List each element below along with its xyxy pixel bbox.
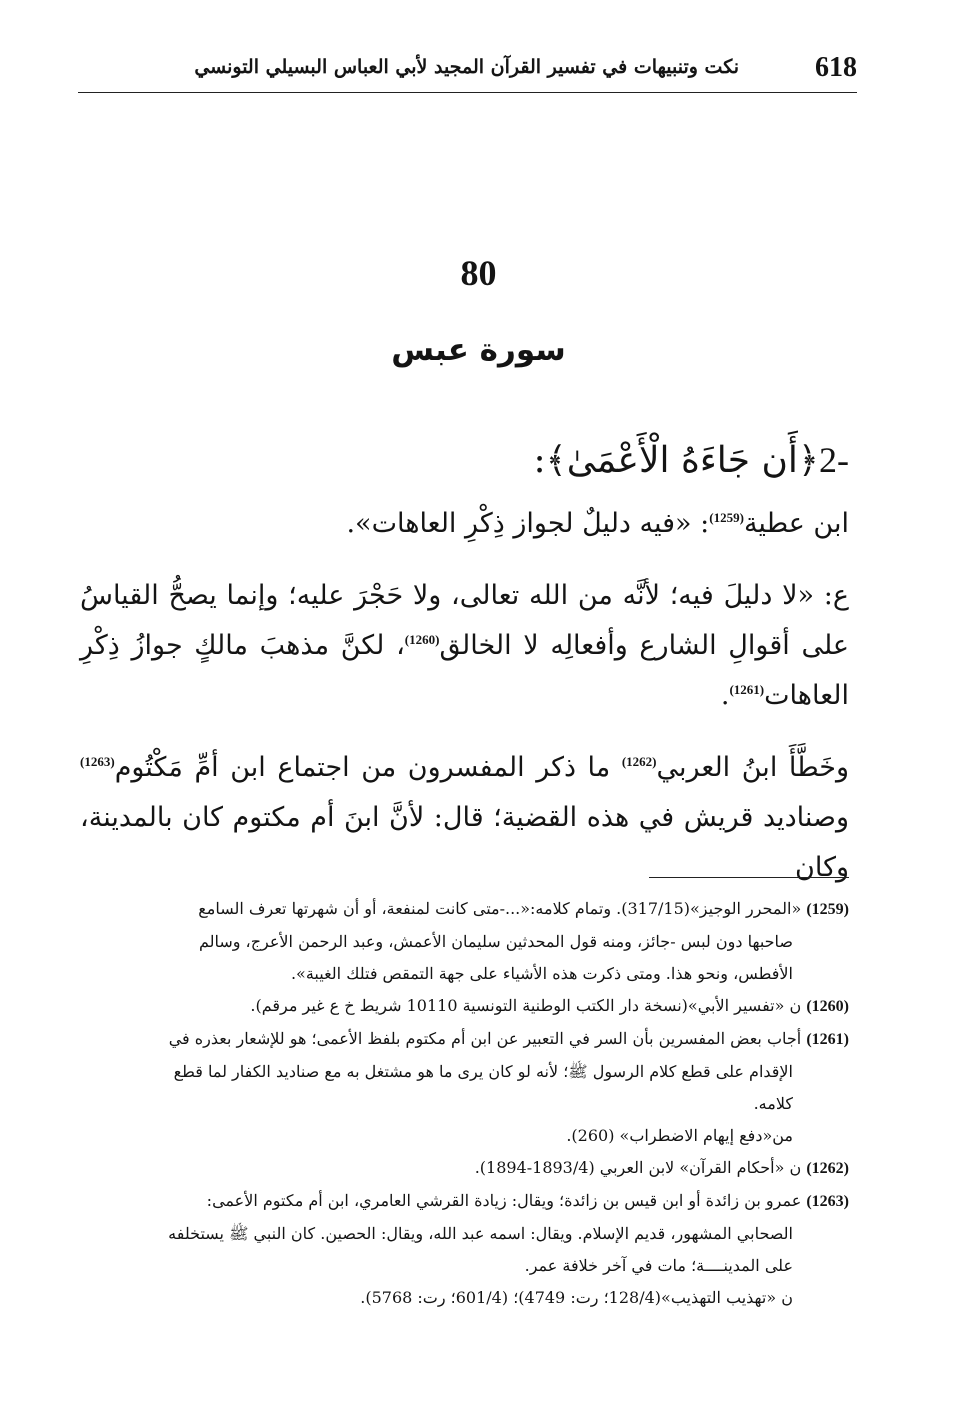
footnote-text: ن «أحكام القرآن» لابن العربي (1893/4-1894). xyxy=(474,1158,802,1177)
footnote-ref[interactable]: (1259) xyxy=(709,510,744,525)
page-number: 618 xyxy=(815,52,857,83)
paragraph-text: ابن عطية xyxy=(743,508,849,539)
verse-heading xyxy=(80,430,849,491)
footnote-1259 xyxy=(78,893,849,926)
footnote-1262 xyxy=(78,1152,849,1185)
footnote-ref[interactable]: (1263) xyxy=(80,754,115,769)
footnote-ref[interactable]: (1260) xyxy=(404,632,440,647)
footnote-1263 xyxy=(78,1185,849,1218)
footnote-1260 xyxy=(78,990,849,1023)
footnote-text: ن «تفسير الأبي»(نسخة دار الكتب الوطنية التونسية 10110 شريط خ ع غير مرقم). xyxy=(250,996,802,1015)
verse-number: -2 xyxy=(819,440,849,480)
footnote-number: (1259) xyxy=(806,901,849,918)
main-text xyxy=(80,430,849,893)
footnote-text: أجاب بعض المفسرين بأن السر في التعبير عن ابن أم مكتوم بلفظ الأعمى؛ هو للإشعار بعذره في xyxy=(168,1029,802,1048)
paragraph-text: ، لكنَّ مذهبَ مالكٍ جوازُ ذِكْرِ العاهات xyxy=(80,630,849,711)
running-title: نكت وتنبيهات في تفسير القرآن المجيد لأبي العباس البسيلي التونسي xyxy=(194,56,739,78)
paragraph-text: ع: «لا دليلَ فيه؛ لأنَّه من الله تعالى، ولا حَجْرَ عليه؛ وإنما يصحُّ القياسُ على أقوالِ الشارع وأفعالِه لا الخالق xyxy=(80,580,850,661)
page-header xyxy=(78,52,857,92)
footnote-separator xyxy=(649,877,849,878)
paragraph-text: ما ذكر المفسرون من اجتماع ابن أمِّ مَكْتُوم xyxy=(114,752,622,783)
paragraph-text: . xyxy=(720,680,730,711)
footnote-number: (1260) xyxy=(806,998,849,1015)
footnote-line: ن «تهذيب التهذيب»(128/4؛ رت: 4749)؛ (601/4؛ رت: 5768). xyxy=(360,1288,793,1307)
footnote-ref[interactable]: (1261) xyxy=(729,682,765,697)
paragraph-ain xyxy=(80,571,849,721)
surah-number: 80 xyxy=(460,253,497,293)
footnote-line: الإقدام على قطع كلام الرسول ﷺ؛ لأنه لو كان يرى ما هو مشتغل به مع صناديد الكفار لما قطع xyxy=(173,1062,793,1081)
footnote-number: (1261) xyxy=(806,1031,849,1048)
footnote-line: الصحابي المشهور، قديم الإسلام. ويقال: اسمه عبد الله، ويقال: الحصين. كان النبي ﷺ يستخلفه xyxy=(168,1224,793,1243)
verse-text: ﴿أَن جَاءَهُ الْأَعْمَىٰ﴾: xyxy=(533,440,819,481)
footnote-text: عمرو بن زائدة أو ابن قيس بن زائدة؛ ويقال: زيادة القرشي العامري، ابن أم مكتوم الأعمى: xyxy=(206,1191,802,1210)
paragraph-text: : «فيه دليلٌ لجواز ذِكْرِ العاهات». xyxy=(346,508,710,539)
footnote-text: «المحرر الوجيز»(317/15). وتمام كلامه:«...-متى كانت لمنفعة، أو أن شهرتها تعرف السامع xyxy=(198,899,802,918)
footnote-number: (1262) xyxy=(806,1160,849,1177)
footnote-ref[interactable]: (1262) xyxy=(621,754,657,769)
footnote-1261 xyxy=(78,1023,849,1056)
footnote-number: (1263) xyxy=(806,1193,849,1210)
footnote-line: من«دفع إيهام الاضطراب» (260). xyxy=(566,1126,793,1145)
paragraph-ibn-arabi xyxy=(80,743,849,893)
paragraph-ibn-atiyya xyxy=(80,499,849,549)
footnote-line: الأفطس، ونحو هذا. ومتى ذكرت هذه الأشياء على جهة التمقص فتلك الغيبة». xyxy=(290,964,793,983)
footnote-line: على المدينــــة؛ مات في آخر خلافة عمر. xyxy=(524,1256,793,1275)
paragraph-text: وصناديد قريش في هذه القضية؛ قال: لأنَّ ابنَ أم مكتوم كان بالمدينة، وكان xyxy=(80,802,849,883)
paragraph-text: وخَطَّأَ ابنُ العربي xyxy=(656,752,849,783)
footnote-line: كلامه. xyxy=(753,1094,793,1113)
footnotes xyxy=(78,893,849,1314)
header-rule xyxy=(78,92,857,93)
surah-title: سورة عبس xyxy=(391,332,566,368)
footnote-line: صاحبها دون لبس -جائز، ومنه قول المحدثين سليمان الأعمش، وعبد الرحمن الأعرج، وسالم xyxy=(198,932,793,951)
